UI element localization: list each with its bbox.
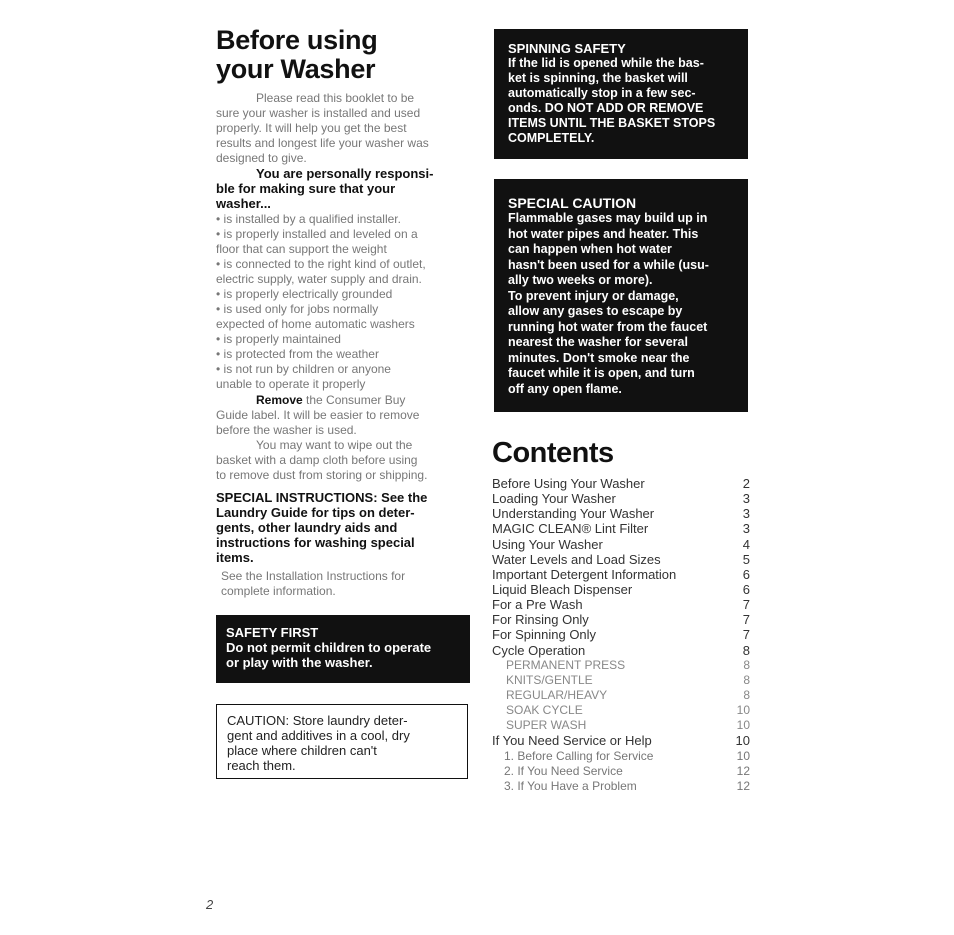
intro-paragraph <box>216 91 466 166</box>
title-line-1: Before using <box>216 25 378 55</box>
list-item: electric supply, water supply and drain. <box>216 272 422 286</box>
safety-first-line: Do not permit children to operate <box>226 640 432 655</box>
toc-label: KNITS/GENTLE <box>506 672 593 687</box>
toc-label: Using Your Washer <box>492 536 603 552</box>
responsibility-line: You are personally responsi- <box>256 166 434 181</box>
toc-label: Cycle Operation <box>492 642 586 658</box>
wipe-line: basket with a damp cloth before using <box>216 453 418 467</box>
toc-label: Understanding Your Washer <box>492 506 655 522</box>
toc-page: 3 <box>742 491 750 507</box>
toc-label: Important Detergent Information <box>492 566 677 582</box>
list-item: expected of home automatic washers <box>216 317 415 331</box>
special-caution-line: nearest the washer for several <box>508 335 688 349</box>
special-line: gents, other laundry aids and <box>216 520 398 535</box>
toc-page: 5 <box>742 551 750 567</box>
toc-label: For Rinsing Only <box>492 612 589 628</box>
contents-heading: Contents <box>492 437 614 469</box>
toc-page: 3 <box>742 521 750 537</box>
list-item: unable to operate it properly <box>216 377 366 391</box>
caution-line: place where children can't <box>227 743 377 758</box>
toc-label: MAGIC CLEAN® Lint Filter <box>492 521 649 537</box>
intro-line: Please read this booklet to be <box>256 91 415 105</box>
safety-first-box <box>216 615 470 683</box>
spinning-line: ITEMS UNTIL THE BASKET STOPS <box>508 116 716 130</box>
installation-line: See the Installation Instructions for <box>221 569 406 583</box>
spinning-line: COMPLETELY. <box>508 131 595 145</box>
special-caution-line: faucet while it is open, and turn <box>508 366 695 380</box>
safety-first-line: or play with the washer. <box>226 655 373 670</box>
special-caution-heading: SPECIAL CAUTION <box>508 195 637 211</box>
intro-line: results and longest life your washer was <box>216 136 429 150</box>
spinning-line: onds. DO NOT ADD OR REMOVE <box>508 101 704 115</box>
spinning-safety-box <box>494 29 748 159</box>
caution-line: CAUTION: Store laundry deter- <box>227 713 408 728</box>
title-line-2: your Washer <box>216 54 376 84</box>
spinning-line: ket is spinning, the basket will <box>508 71 688 85</box>
list-item: • is properly maintained <box>216 332 341 346</box>
list-item: • is connected to the right kind of outlet, <box>216 257 426 271</box>
list-item: • is properly electrically grounded <box>216 287 393 301</box>
spinning-line: automatically stop in a few sec- <box>508 86 696 100</box>
page-title <box>216 26 466 84</box>
responsibility-list <box>216 212 474 392</box>
toc-page: 10 <box>736 703 750 718</box>
caution-text <box>227 713 457 773</box>
special-line: SPECIAL INSTRUCTIONS: See the <box>216 490 428 505</box>
toc-page: 3 <box>742 506 750 522</box>
toc-label: For a Pre Wash <box>492 597 583 613</box>
toc-page: 7 <box>742 597 750 613</box>
remove-text: the Consumer Buy <box>302 393 406 407</box>
intro-line: properly. It will help you get the best <box>216 121 407 135</box>
toc-label: Water Levels and Load Sizes <box>492 551 661 567</box>
toc-label: Loading Your Washer <box>492 491 616 507</box>
toc-page: 10 <box>735 733 750 749</box>
special-line: instructions for washing special <box>216 535 415 550</box>
remove-text: before the washer is used. <box>216 423 357 437</box>
remove-label-paragraph <box>216 393 466 438</box>
toc-subentry[interactable] <box>492 688 750 703</box>
toc-subentry[interactable] <box>492 749 750 764</box>
spinning-line: If the lid is opened while the bas- <box>508 56 704 70</box>
toc-entry[interactable] <box>492 537 750 552</box>
toc-entry[interactable] <box>492 582 750 597</box>
list-item: • is properly installed and leveled on a <box>216 227 418 241</box>
special-caution-line: off any open flame. <box>508 381 622 396</box>
list-item: • is protected from the weather <box>216 347 379 361</box>
toc-label: SUPER WASH <box>506 718 587 733</box>
toc-page: 8 <box>743 672 750 687</box>
toc-label: REGULAR/HEAVY <box>506 687 608 702</box>
safety-first-heading: SAFETY FIRST <box>226 625 319 640</box>
list-item: • is not run by children or anyone <box>216 362 391 376</box>
toc-subentry[interactable] <box>492 764 750 779</box>
toc-page: 2 <box>742 476 750 491</box>
toc-label: 1. Before Calling for Service <box>504 748 654 763</box>
page-number: 2 <box>206 897 214 912</box>
toc-page: 7 <box>742 612 750 628</box>
caution-line: reach them. <box>227 758 296 773</box>
toc-page: 10 <box>736 718 750 733</box>
special-caution-line: allow any gases to escape by <box>508 304 683 318</box>
wipe-paragraph <box>216 438 466 483</box>
toc-page: 8 <box>742 642 750 658</box>
toc-subentry[interactable] <box>492 673 750 688</box>
intro-line: designed to give. <box>216 151 307 165</box>
toc-page: 7 <box>742 627 750 643</box>
intro-line: sure your washer is installed and used <box>216 106 421 120</box>
special-instructions <box>216 490 466 565</box>
toc-page: 4 <box>742 536 750 552</box>
special-caution-line: can happen when hot water <box>508 242 672 256</box>
toc-label: For Spinning Only <box>492 627 597 643</box>
toc-page: 6 <box>742 581 750 597</box>
wipe-line: You may want to wipe out the <box>256 438 413 452</box>
special-caution-line: Flammable gases may build up in <box>508 211 708 225</box>
toc-entry[interactable] <box>492 552 750 567</box>
toc-subentry[interactable] <box>492 779 750 794</box>
toc-entry[interactable] <box>492 627 750 642</box>
toc-label: Before Using Your Washer <box>492 476 645 491</box>
installation-note <box>216 569 466 599</box>
remove-text: Guide label. It will be easier to remove <box>216 408 420 422</box>
toc-entry[interactable] <box>492 733 750 748</box>
table-of-contents <box>492 476 750 794</box>
responsibility-line: ble for making sure that your <box>216 181 396 196</box>
toc-subentry[interactable] <box>492 658 750 673</box>
responsibility-line: washer... <box>216 196 271 211</box>
toc-subentry[interactable] <box>492 718 750 733</box>
caution-line: gent and additives in a cool, dry <box>227 728 410 743</box>
toc-entry[interactable] <box>492 643 750 658</box>
caution-box <box>216 704 468 779</box>
special-caution-line: ally two weeks or more). <box>508 273 653 287</box>
list-item: • is used only for jobs normally <box>216 302 379 316</box>
toc-label: 2. If You Need Service <box>504 763 623 778</box>
list-item: floor that can support the weight <box>216 242 387 256</box>
toc-label: 3. If You Have a Problem <box>504 778 637 793</box>
toc-page: 10 <box>736 748 750 763</box>
toc-page: 12 <box>736 763 750 778</box>
toc-label: SOAK CYCLE <box>506 703 583 718</box>
toc-page: 8 <box>743 687 750 702</box>
toc-entry[interactable] <box>492 567 750 582</box>
list-item: • is installed by a qualified installer. <box>216 212 401 226</box>
special-caution-line: To prevent injury or damage, <box>508 288 679 303</box>
toc-entry[interactable] <box>492 506 750 521</box>
special-caution-line: minutes. Don't smoke near the <box>508 350 690 365</box>
remove-label: Remove <box>256 393 303 407</box>
toc-entry[interactable] <box>492 491 750 506</box>
special-caution-line: hasn't been used for a while (usu- <box>508 257 709 272</box>
toc-subentry[interactable] <box>492 703 750 718</box>
special-line: Laundry Guide for tips on deter- <box>216 505 415 520</box>
special-caution-line: hot water pipes and heater. This <box>508 226 699 241</box>
toc-entry[interactable] <box>492 476 750 491</box>
toc-page: 6 <box>742 566 750 582</box>
toc-label: PERMANENT PRESS <box>506 657 626 672</box>
spinning-safety-heading: SPINNING SAFETY <box>508 41 626 56</box>
special-line: items. <box>216 550 254 565</box>
toc-page: 12 <box>736 778 750 793</box>
wipe-line: to remove dust from storing or shipping. <box>216 468 428 482</box>
special-caution-box <box>494 179 748 412</box>
toc-entry[interactable] <box>492 597 750 612</box>
special-caution-line: running hot water from the faucet <box>508 319 708 334</box>
installation-line: complete information. <box>221 584 336 598</box>
toc-label: If You Need Service or Help <box>492 733 652 749</box>
toc-entry[interactable] <box>492 612 750 627</box>
toc-label: Liquid Bleach Dispenser <box>492 581 633 597</box>
toc-entry[interactable] <box>492 521 750 536</box>
responsibility-heading <box>216 166 466 211</box>
toc-page: 8 <box>743 657 750 672</box>
